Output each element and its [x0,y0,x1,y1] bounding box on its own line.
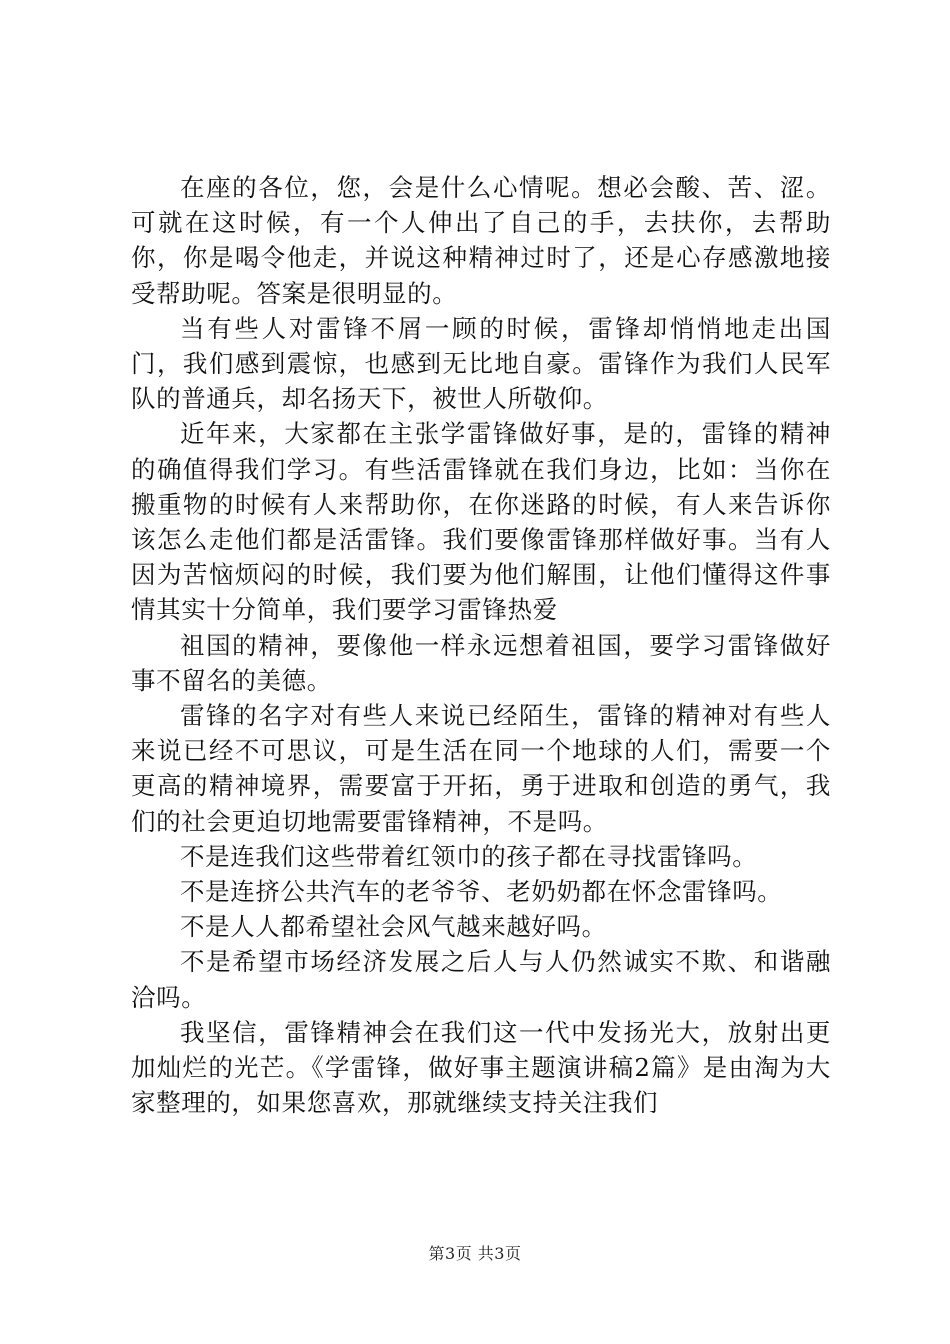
paragraph: 近年来，大家都在主张学雷锋做好事，是的，雷锋的精神的确值得我们学习。有些活雷锋就在我们身边，比如：当你在搬重物的时候有人来帮助你，在你迷路的时候，有人来告诉你该怎么走他们都是活雷锋。我们要像雷锋那样做好事。当有人因为苦恼烦闷的时候，我们要为他们解围，让他们懂得这件事情其实十分简单，我们要学习雷锋热爱 [131,419,831,625]
paragraph: 雷锋的名字对有些人来说已经陌生，雷锋的精神对有些人来说已经不可思议，可是生活在同一个地球的人们，需要一个更高的精神境界，需要富于开拓，勇于进取和创造的勇气，我们的社会更迫切地需要雷锋精神，不是吗。 [131,701,831,836]
paragraph: 不是连挤公共汽车的老爷爷、老奶奶都在怀念雷锋吗。 [180,877,783,907]
page-number-footer: 第3页 共3页 [428,1244,522,1263]
paragraph: 当有些人对雷锋不屑一顾的时候，雷锋却悄悄地走出国门，我们感到震惊，也感到无比地自豪。雷锋作为我们人民军队的普通兵，却名扬天下，被世人所敬仰。 [131,313,831,414]
paragraph: 不是连我们这些带着红领巾的孩子都在寻找雷锋吗。 [180,841,758,871]
paragraph: 不是希望市场经济发展之后人与人仍然诚实不欺、和谐融洽吗。 [131,947,831,1012]
paragraph: 我坚信，雷锋精神会在我们这一代中发扬光大，放射出更加灿烂的光芒。《学雷锋，做好事主题演讲稿2篇》是由淘为大家整理的，如果您喜欢，那就继续支持关注我们 [131,1017,831,1118]
paragraph: 祖国的精神，要像他一样永远想着祖国，要学习雷锋做好事不留名的美德。 [131,630,831,695]
paragraph: 不是人人都希望社会风气越来越好吗。 [180,912,607,942]
document-body [131,170,831,1120]
paragraph: 在座的各位，您，会是什么心情呢。想必会酸、苦、涩。可就在这时候，有一个人伸出了自己的手，去扶你，去帮助你，你是喝令他走，并说这种精神过时了，还是心存感激地接受帮助呢。答案是很明显的。 [131,173,831,308]
